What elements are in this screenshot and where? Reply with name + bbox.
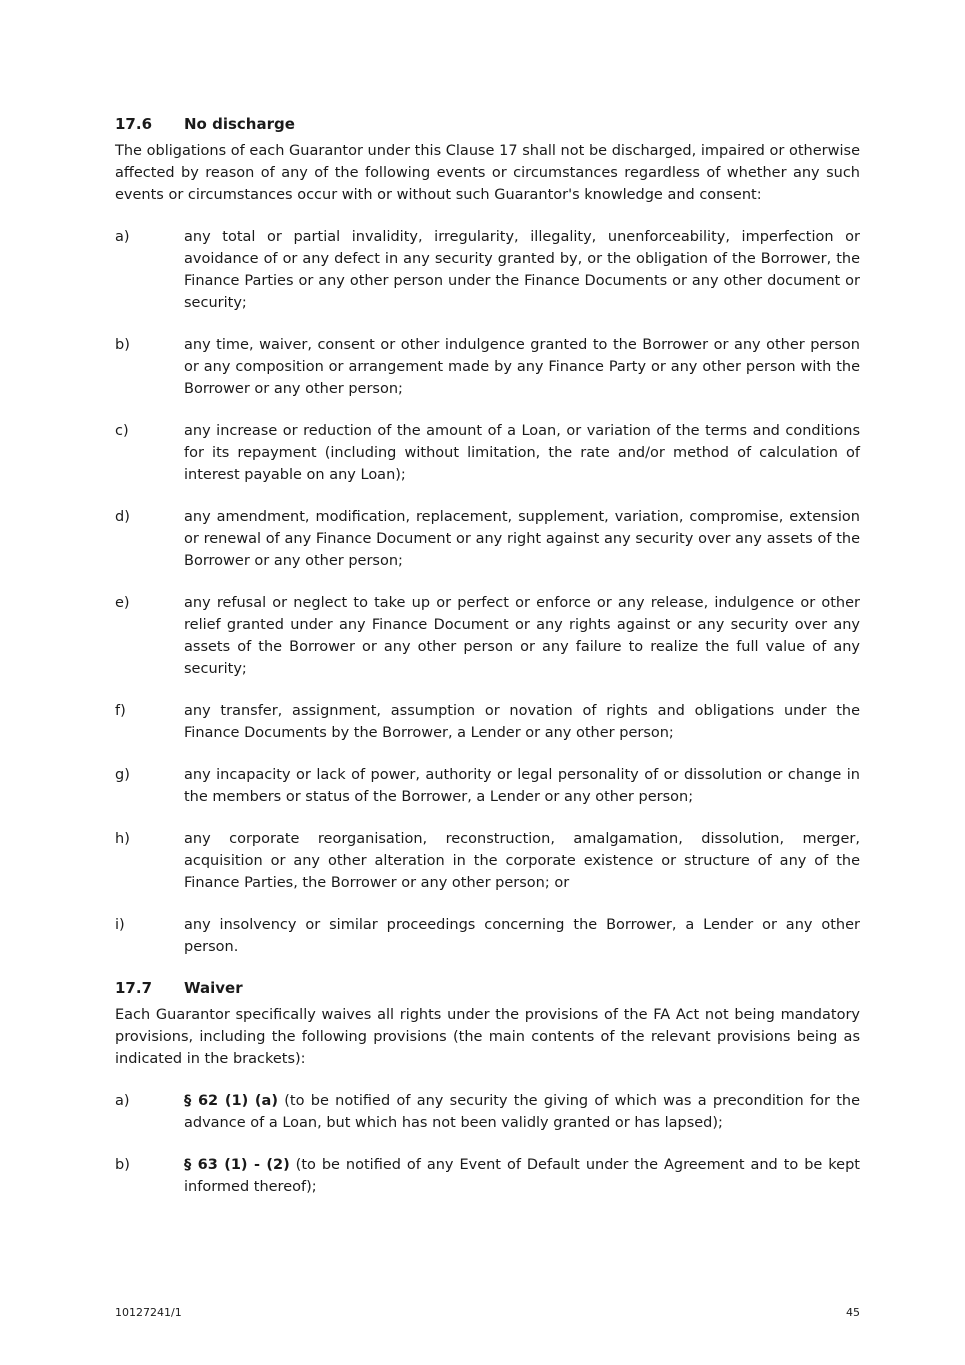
list-item-text [184, 1090, 860, 1134]
list-item [115, 334, 860, 400]
list-item [115, 700, 860, 744]
list-item-label: g) [115, 767, 130, 783]
list-item-text: any increase or reduction of the amount of a Loan, or variation of the terms and conditions for its repayment (including without limitation, the rate and/or method of calculation of interest payable on any Loan); [184, 423, 860, 483]
section-intro: The obligations of each Guarantor under this Clause 17 shall not be discharged, impaired or otherwise affected by reason of any of the following events or circumstances regardless of whether any such events or circumstances occur with or without such Guarantor's knowledge and consent: [115, 143, 860, 203]
list-item-label: i) [115, 917, 125, 933]
list-item-text [184, 1154, 860, 1198]
list-item-label: c) [115, 423, 129, 439]
list-item-label: b) [115, 337, 130, 353]
section-heading-17-7 [115, 976, 860, 1000]
list-item-label: f) [115, 703, 126, 719]
document-reference: 10127241/1 [115, 1306, 182, 1319]
list-item-label: a) [115, 229, 130, 245]
document-body [115, 112, 860, 1198]
list-item [115, 828, 860, 894]
section-heading-17-6 [115, 112, 860, 136]
list-item-text: any incapacity or lack of power, authority or legal personality of or dissolution or change in the members or status of the Borrower, a Lender or any other person; [184, 767, 860, 805]
list-item [115, 226, 860, 314]
list-item-text: any amendment, modification, replacement, supplement, variation, compromise, extension or renewal of any Finance Document or any right against any security over any assets of the Borrower or any other person; [184, 509, 860, 569]
list-item-text: any insolvency or similar proceedings concerning the Borrower, a Lender or any other person. [184, 917, 860, 955]
page-footer [115, 1302, 860, 1324]
list-item-label: h) [115, 831, 130, 847]
list-item [115, 764, 860, 808]
list-item-text: any corporate reorganisation, reconstruction, amalgamation, dissolution, merger, acquisition or any other alteration in the corporate existence or structure of any of the Finance Parties, the Borrower or any other person; or [184, 831, 860, 891]
list-item-text: any time, waiver, consent or other indulgence granted to the Borrower or any other person or any composition or arrangement made by any Finance Party or any other person with the Borrower or any other person; [184, 337, 860, 397]
list-item-text: any refusal or neglect to take up or perfect or enforce or any release, indulgence or other relief granted under any Finance Document or any rights against or any security over any assets of the Borrower or any other person or any failure to realize the full value of any security; [184, 595, 860, 677]
list-item [115, 1090, 860, 1134]
statute-citation: § 63 (1) - (2) [184, 1157, 290, 1173]
list-item-label: d) [115, 509, 130, 525]
section-title: Waiver [184, 979, 243, 997]
list-item [115, 420, 860, 486]
list-item [115, 914, 860, 958]
list-item-label: a) [115, 1093, 130, 1109]
section-number: 17.7 [115, 979, 153, 997]
section-number: 17.6 [115, 115, 153, 133]
page-number: 45 [846, 1306, 860, 1319]
list-item-label: e) [115, 595, 130, 611]
section-title: No discharge [184, 115, 295, 133]
statute-citation: § 62 (1) (a) [184, 1093, 278, 1109]
list-item-body: (to be notified of any security the giving of which was a precondition for the advance of a Loan, but which has not been validly granted or has lapsed); [184, 1093, 860, 1131]
list-item-text: any transfer, assignment, assumption or novation of rights and obligations under the Finance Documents by the Borrower, a Lender or any other person; [184, 703, 860, 741]
list-item [115, 506, 860, 572]
list-item-body: (to be notified of any Event of Default under the Agreement and to be kept informed thereof); [184, 1157, 860, 1195]
list-item [115, 1154, 860, 1198]
section-intro: Each Guarantor specifically waives all rights under the provisions of the FA Act not being mandatory provisions, including the following provisions (the main contents of the relevant provisions being as indicated in the brackets): [115, 1007, 860, 1067]
list-item-label: b) [115, 1157, 130, 1173]
list-item-text: any total or partial invalidity, irregularity, illegality, unenforceability, imperfection or avoidance of or any defect in any security granted by, or the obligation of the Borrower, the Finance Parties or any other person under the Finance Documents or any other document or security; [184, 229, 860, 311]
list-item [115, 592, 860, 680]
